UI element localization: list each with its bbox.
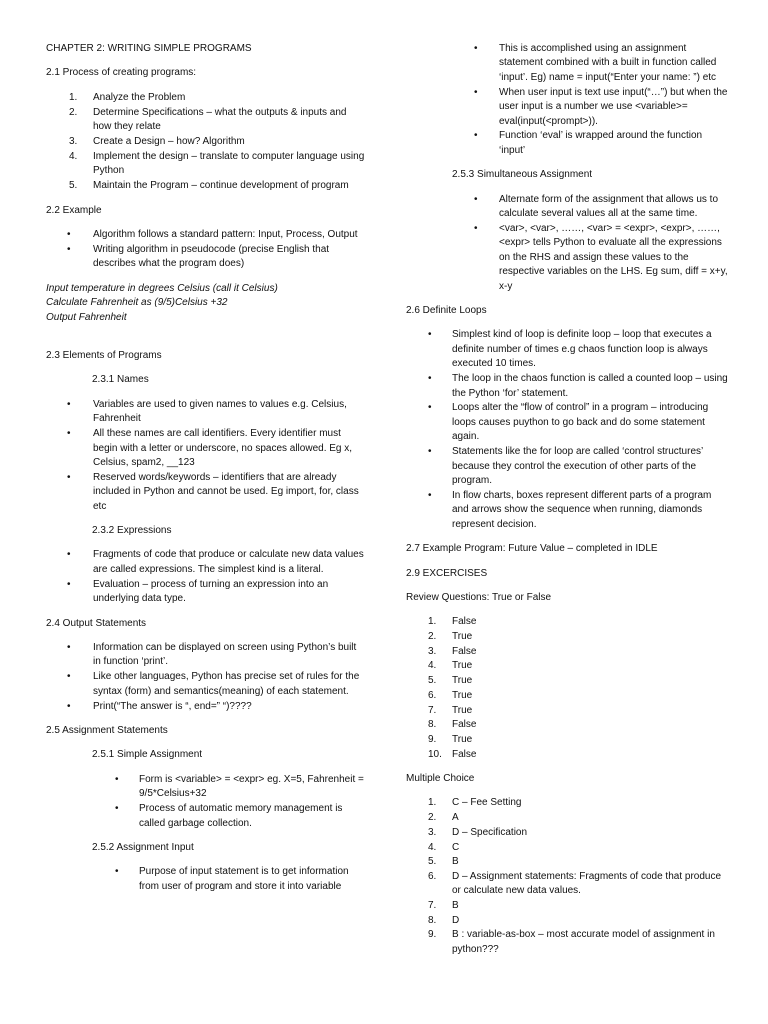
multiple-choice-heading: Multiple Choice: [406, 773, 475, 785]
list-item: • Function ‘eval’ is wrapped around the function ‘input’: [406, 129, 728, 158]
list-item: 4. True: [428, 660, 473, 672]
section-2-3-heading: 2.3 Elements of Programs: [46, 350, 162, 361]
section-2-4-heading: 2.4 Output Statements: [46, 617, 147, 629]
expressions-bullets: [46, 548, 366, 606]
list-item: • Simplest kind of loop is definite loop – loop that executes a definite number of times e.g chaos function loop is always executed 10 times.: [406, 328, 728, 371]
pseudocode-block: [46, 282, 366, 325]
section-2-2-heading: 2.2 Example: [46, 204, 102, 216]
list-item: • Print(“The answer is “, end=” “)????: [46, 700, 366, 714]
list-item: 3. Create a Design – how? Algorithm: [69, 136, 245, 148]
process-steps-list: [46, 91, 366, 194]
list-item: 10. False: [428, 748, 477, 760]
list-item: 1. False: [428, 616, 477, 628]
list-item: • Statements like the for loop are called ‘control structures’ because they control the execution of other parts of the program.: [406, 445, 728, 488]
list-item: 3. D – Specification: [428, 826, 528, 838]
list-item: 5. Maintain the Program – continue development of program: [69, 180, 349, 192]
section-2-3-1-heading: 2.3.1 Names: [92, 374, 149, 386]
list-item: • Form is <variable> = <expr> eg. X=5, Fahrenheit = 9/5*Celsius+32: [46, 773, 366, 802]
list-item: • <var>, <var>, ……, <var> = <expr>, <expr>, ……, <expr> tells Python to evaluate all the expressions on the RHS and assign these values to the respective variables on the LHS. Eg sum, diff = x+y, x-y: [406, 222, 728, 294]
section-2-9-heading: 2.9 EXCERCISES: [406, 567, 488, 579]
pseudocode-line: Calculate Fahrenheit as (9/5)Celsius +32: [46, 297, 228, 309]
simple-assignment-bullets: [46, 773, 366, 831]
list-item: • Writing algorithm in pseudocode (precise English that describes what the program does): [46, 243, 366, 272]
list-item: 8. D: [428, 914, 460, 926]
section-2-5-heading: 2.5 Assignment Statements: [46, 725, 168, 737]
list-item: • Purpose of input statement is to get information from user of program and store it into variable: [46, 865, 366, 894]
list-item: 7. B: [428, 900, 459, 912]
list-item: • Alternate form of the assignment that allows us to calculate several values all at the same time.: [406, 193, 728, 222]
section-2-5-2-heading: 2.5.2 Assignment Input: [92, 841, 194, 853]
list-item: 1. C – Fee Setting: [428, 797, 522, 809]
list-item: • Reserved words/keywords – identifiers that are already included in Python and cannot be used. Eg import, for, class etc: [46, 471, 366, 514]
list-item: • The loop in the chaos function is called a counted loop – using the Python ‘for’ statement.: [406, 372, 728, 401]
output-bullets: [46, 641, 366, 714]
section-2-5-1-heading: 2.5.1 Simple Assignment: [92, 749, 203, 761]
list-item: • Loops alter the “flow of control” in a program – introducing loops causes puython to go back and do some statement again.: [406, 401, 728, 444]
section-2-7-heading: 2.7 Example Program: Future Value – completed in IDLE: [406, 543, 658, 555]
names-bullets: [46, 398, 366, 514]
list-item: • In flow charts, boxes represent different parts of a program and arrows show the sequence when running, diamonds represent decision.: [406, 489, 728, 532]
section-2-3-2-heading: 2.3.2 Expressions: [92, 525, 172, 537]
left-column: [46, 42, 366, 895]
list-item: 5. True: [428, 675, 473, 687]
pseudocode-line: Output Fahrenheit: [46, 311, 127, 323]
true-false-answers: [406, 615, 728, 762]
review-questions-heading: Review Questions: True or False: [406, 591, 552, 603]
list-item: 4. Implement the design – translate to computer language using Python: [69, 150, 365, 177]
list-item: 1. Analyze the Problem: [69, 91, 186, 103]
definite-loops-bullets: [406, 328, 728, 532]
list-item: • Evaluation – process of turning an expression into an underlying data type.: [46, 578, 366, 607]
list-item: • Process of automatic memory management is called garbage collection.: [46, 802, 366, 831]
list-item: 4. C: [428, 841, 460, 853]
list-item: 2. A: [428, 812, 459, 824]
list-item: 7. True: [428, 704, 473, 716]
list-item: • Fragments of code that produce or calculate new data values are called expressions. The simplest kind is a literal.: [46, 548, 366, 577]
list-item: • Like other languages, Python has precise set of rules for the syntax (form) and semantics(meaning) of each statement.: [46, 670, 366, 699]
list-item: 8. False: [428, 719, 477, 731]
list-item: 6. True: [428, 689, 473, 701]
assignment-input-continued-bullets: [406, 42, 728, 158]
list-item: 2. Determine Specifications – what the outputs & inputs and how they relate: [69, 106, 347, 133]
section-2-6-heading: 2.6 Definite Loops: [406, 305, 487, 316]
section-2-5-3-heading: 2.5.3 Simultaneous Assignment: [452, 169, 593, 181]
section-2-1-heading: 2.1 Process of creating programs:: [46, 67, 197, 79]
list-item: 6. D – Assignment statements: Fragments of code that produce or calculate new data values.: [428, 870, 722, 897]
list-item: • This is accomplished using an assignment statement combined with a built in function called ‘input’. Eg) name = input(“Enter your name: ”) etc: [406, 42, 728, 85]
list-item: 9. B : variable-as-box – most accurate model of assignment in python???: [428, 929, 715, 955]
simultaneous-assignment-bullets: [406, 193, 728, 294]
list-item: • Variables are used to given names to values e.g. Celsius, Fahrenheit: [46, 398, 366, 427]
list-item: • Information can be displayed on screen using Python’s built in function ‘print’.: [46, 641, 366, 670]
example-bullets: [46, 228, 366, 272]
list-item: 5. B: [428, 856, 459, 868]
chapter-title: CHAPTER 2: WRITING SIMPLE PROGRAMS: [46, 43, 252, 54]
list-item: • All these names are call identifiers. Every identifier must begin with a letter or underscore, no spaces allowed. Eg x, Celsius, spam2, __123: [46, 427, 366, 470]
list-item: 9. True: [428, 733, 473, 745]
multiple-choice-answers: [406, 796, 728, 957]
list-item: 3. False: [428, 645, 477, 657]
assignment-input-bullets: [46, 865, 366, 894]
list-item: • Algorithm follows a standard pattern: Input, Process, Output: [46, 228, 366, 242]
right-column: [406, 42, 728, 958]
list-item: • When user input is text use input(“…”) but when the user input is a number we use <variable>= eval(input(<prompt>)).: [406, 86, 728, 129]
pseudocode-line: Input temperature in degrees Celsius (call it Celsius): [46, 282, 278, 294]
list-item: 2. True: [428, 631, 473, 643]
